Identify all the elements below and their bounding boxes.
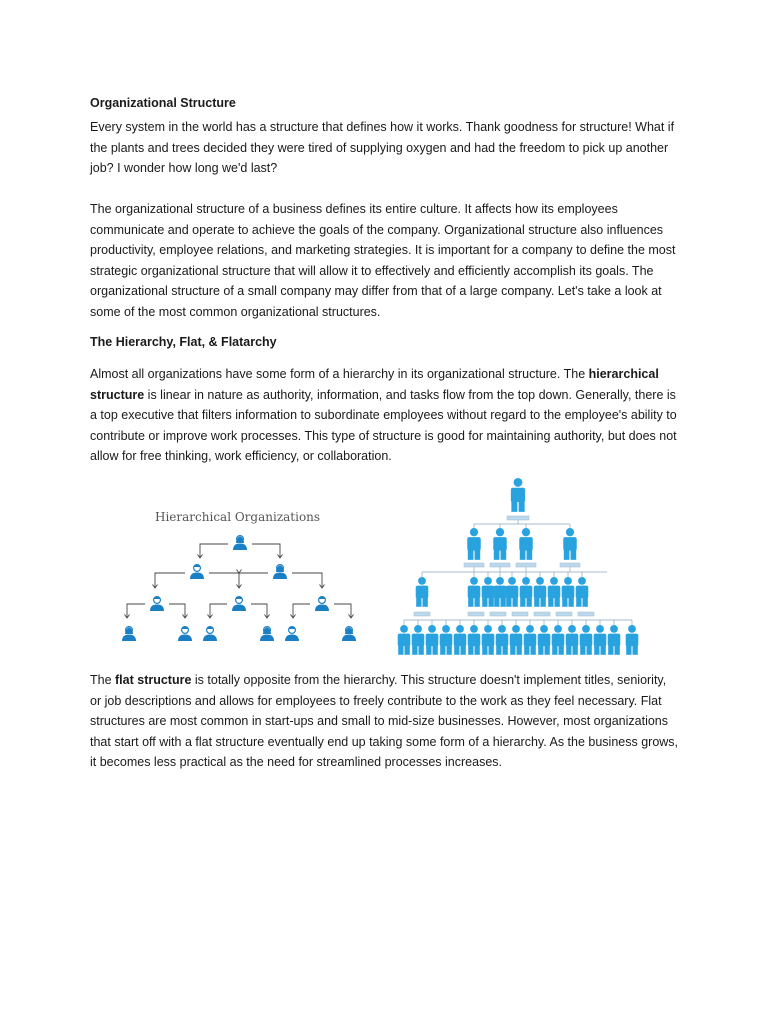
person-icon xyxy=(233,536,247,550)
person-icon xyxy=(538,625,551,655)
connector-line xyxy=(251,604,267,618)
label-box xyxy=(414,612,430,616)
connector-line xyxy=(209,573,239,588)
connector-line xyxy=(155,573,185,588)
person-icon xyxy=(440,625,453,655)
person-icon xyxy=(260,627,274,641)
connector-line xyxy=(252,544,280,558)
figure-title: Hierarchical Organizations xyxy=(155,510,321,524)
person-icon xyxy=(534,577,547,607)
connector-line xyxy=(127,604,145,618)
paragraph-flat-text-b: is totally opposite from the hierarchy. This structure doesn't implement titles, seniority, or job descriptions and allows for employees to freely contribute to the work as they feel necessary. Flat structures are most common in start-ups and small to mid-size businesses. However, most organizations that start off with a flat structure eventually end up taking some form of a hierarchy. As the business grows, it becomes less practical as the need for streamlined processes increases. xyxy=(90,673,679,769)
person-icon xyxy=(454,625,467,655)
person-icon xyxy=(412,625,425,655)
label-box xyxy=(507,516,529,520)
person-icon xyxy=(519,528,532,560)
person-icon xyxy=(315,597,329,611)
term-hierarchical-structure: hierarchical structure xyxy=(90,367,659,402)
person-icon xyxy=(468,625,481,655)
connector-line xyxy=(292,573,322,588)
connector-line xyxy=(200,544,228,558)
person-icon xyxy=(496,625,509,655)
label-box xyxy=(578,612,594,616)
label-box xyxy=(490,612,506,616)
paragraph-flat xyxy=(90,670,680,773)
person-icon xyxy=(468,577,481,607)
hierarchical-organizations-figure xyxy=(115,500,370,660)
person-icon xyxy=(273,565,287,579)
person-icon xyxy=(398,625,411,655)
person-icon xyxy=(482,577,495,607)
label-box xyxy=(468,612,484,616)
paragraph-flat-text-a: The xyxy=(90,673,116,687)
person-icon xyxy=(150,597,164,611)
paragraph-hierarchy-text-b: is linear in nature as authority, information, and tasks flow from the top down. Generally, there is a top executive that filters information to subordinate employees without regard to the employee's ability to contribute or improve work processes. This type of structure is good for maintaining authority, but does not allow for free thinking, work efficiency, or collaboration. xyxy=(90,387,677,463)
person-icon xyxy=(626,625,639,655)
connector-line xyxy=(169,604,185,618)
person-icon xyxy=(178,627,192,641)
person-icon xyxy=(520,577,533,607)
person-icon xyxy=(576,577,589,607)
document-title: Organizational Structure xyxy=(90,96,236,110)
label-box xyxy=(516,563,536,567)
term-flat-structure: flat structure xyxy=(115,673,192,687)
org-chart-diagram xyxy=(392,470,650,662)
label-box xyxy=(534,612,550,616)
paragraph-culture: The organizational structure of a business defines its entire culture. It affects how its employees communicate and operate to achieve the goals of the company. Organizational structure also influences productivity, employee relations, and marketing strategies. It is important for a company to define the most strategic organizational structure that will allow it to effectively and efficiently accomplish its goals. The organizational structure of a small company may differ from that of a large company. Let's take a look at some of the most common organizational structures. xyxy=(90,202,676,319)
label-box xyxy=(490,563,510,567)
person-icon xyxy=(580,625,593,655)
paragraph-hierarchy-text-a: Almost all organizations have some form of a hierarchy in its organizational structure. The xyxy=(90,367,589,381)
person-icon xyxy=(506,577,519,607)
person-icon xyxy=(203,627,217,641)
label-box xyxy=(464,563,484,567)
paragraph-intro: Every system in the world has a structure that defines how it works. Thank goodness for structure! What if the plants and trees decided they were tired of supplying oxygen and had the freedom to pick up another job? I wonder how long we'd last? xyxy=(90,120,675,175)
person-icon xyxy=(426,625,439,655)
label-box xyxy=(560,563,580,567)
person-icon xyxy=(608,625,621,655)
person-icon xyxy=(562,577,575,607)
person-icon xyxy=(511,478,525,512)
person-icon xyxy=(467,528,480,560)
connector-line xyxy=(293,604,310,618)
arrow-head xyxy=(237,570,242,574)
section-heading: The Hierarchy, Flat, & Flatarchy xyxy=(90,335,277,349)
person-icon xyxy=(493,528,506,560)
person-icon xyxy=(524,625,537,655)
person-icon xyxy=(122,627,136,641)
label-box xyxy=(512,612,528,616)
person-icon xyxy=(482,625,495,655)
person-icon xyxy=(494,577,507,607)
person-icon xyxy=(190,565,204,579)
person-icon xyxy=(548,577,561,607)
person-icon xyxy=(285,627,299,641)
person-icon xyxy=(232,597,246,611)
connector-line xyxy=(334,604,351,618)
person-icon xyxy=(563,528,576,560)
person-icon xyxy=(566,625,579,655)
label-box xyxy=(556,612,572,616)
person-icon xyxy=(552,625,565,655)
hierarchy-diagram-left xyxy=(115,500,370,660)
person-icon xyxy=(594,625,607,655)
paragraph-hierarchy xyxy=(90,364,680,467)
connector-line xyxy=(210,604,227,618)
person-icon xyxy=(416,577,429,607)
person-icon xyxy=(510,625,523,655)
person-icon xyxy=(342,627,356,641)
org-chart-figure xyxy=(392,470,650,662)
